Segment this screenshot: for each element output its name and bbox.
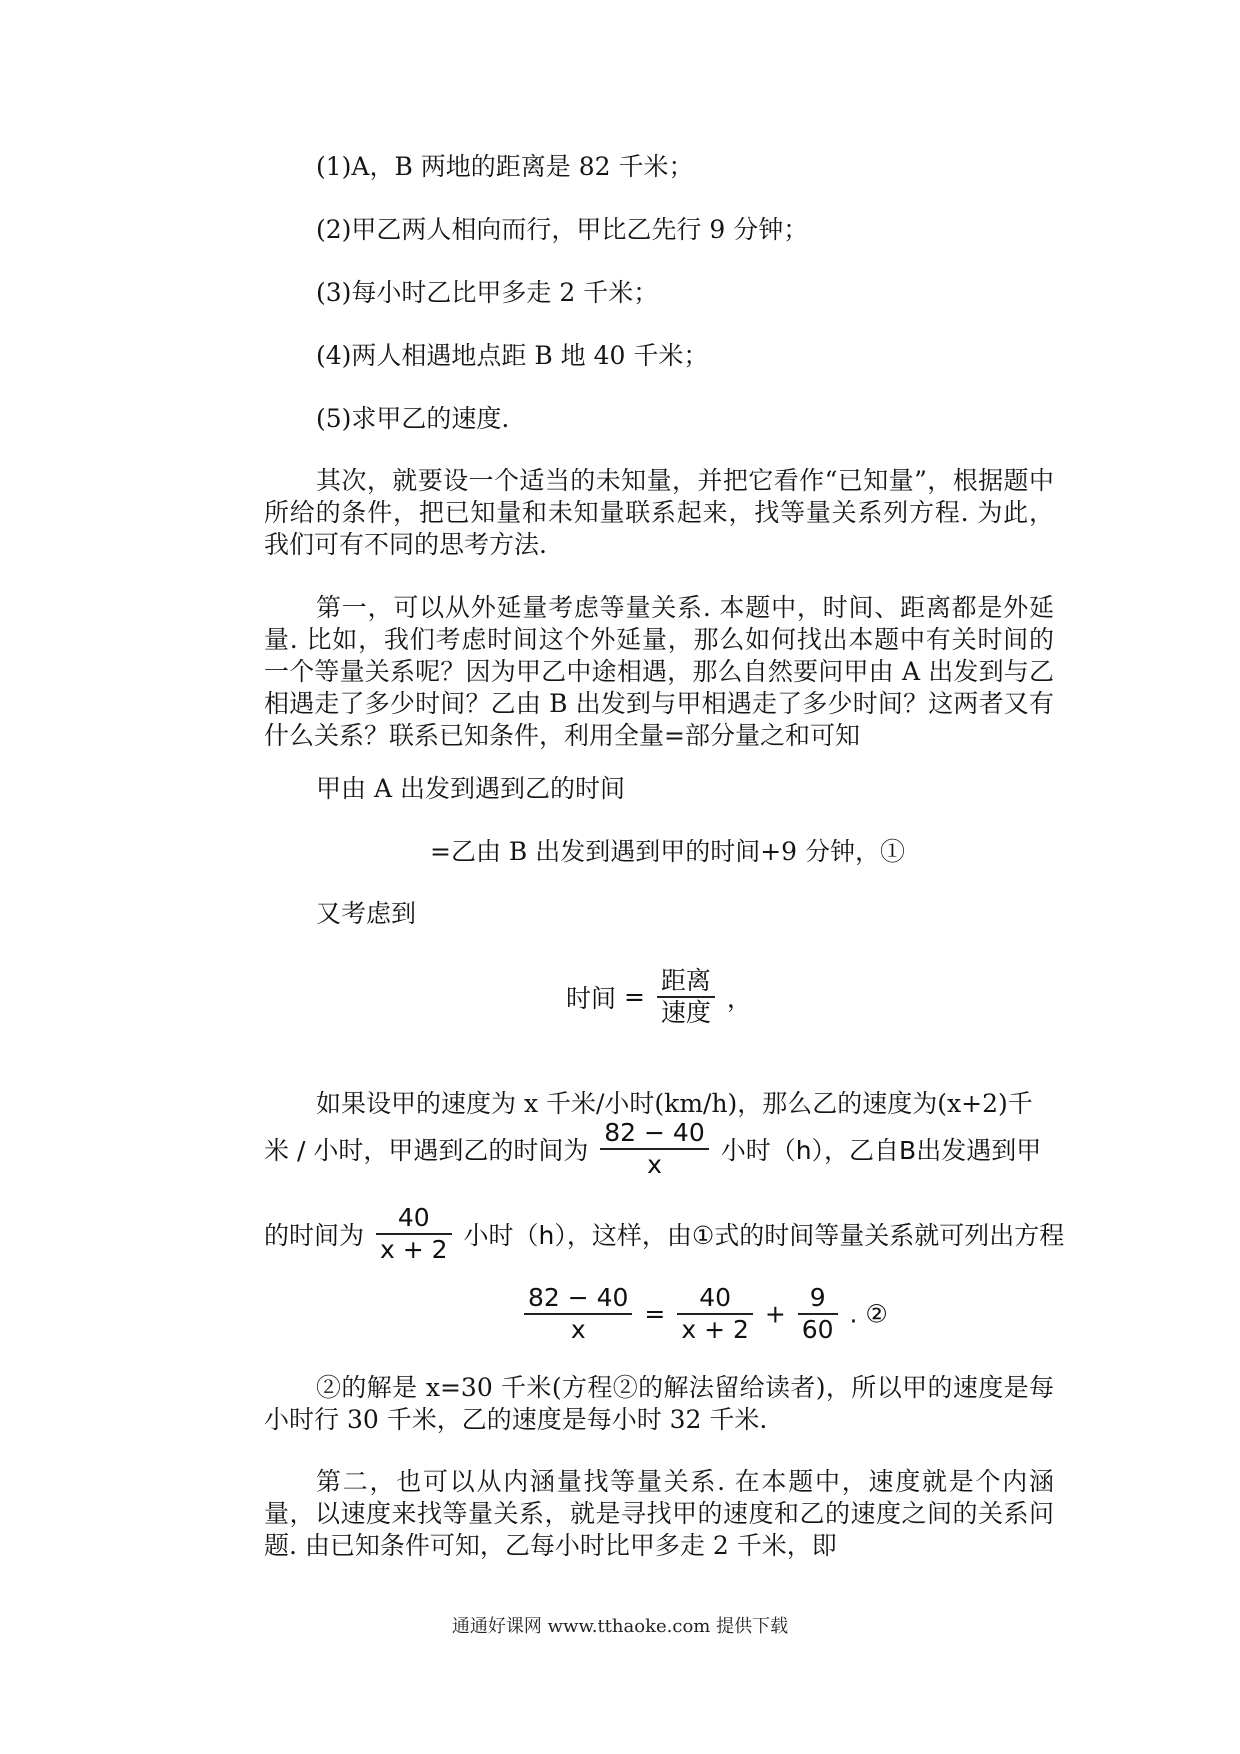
- page-footer: 通通好课网 www.tthaoke.com 提供下载: [451, 1616, 789, 1637]
- paragraph-first-method-text: 第一，可以从外延量考虑等量关系. 本题中，时间、距离都是外延量. 比如，我们考虑时间这个外延量，那么如何找出本题中有关时间的一个等量关系呢？因为甲乙中途相遇，那么自然要问甲由 A 出发到与乙相遇走了多少时间？乙由 B 出发到与甲相遇走了多少时间？这两者又有什么关系？联系已知条件，利用全量=部分量之和可知: [264, 593, 1054, 750]
- condition-2: (2)甲乙两人相向而行，甲比乙先行 9 分钟；: [316, 215, 809, 244]
- setup-fraction-2: [376, 1203, 452, 1265]
- formula-eq: =: [623, 982, 645, 1012]
- eq2-fraction-2-denominator: x + 2: [681, 1315, 749, 1344]
- condition-1: (1)A，B 两地的距离是 82 千米；: [316, 152, 694, 181]
- setup-line-2-start: 米 / 小时，甲遇到乙的时间为: [264, 1136, 589, 1165]
- formula-numerator: 距离: [657, 966, 715, 998]
- eq2-fraction-2: [677, 1283, 753, 1345]
- eq2-fraction-3: [798, 1283, 838, 1345]
- eq2-fraction-1-denominator: x: [570, 1315, 586, 1344]
- setup-fraction-1: [600, 1118, 708, 1180]
- equation-2: [520, 1283, 888, 1345]
- paragraph-first-method: [264, 592, 1054, 752]
- setup-line-1: 如果设甲的速度为 x 千米/小时(km/h)，那么乙的速度为(x+2)千: [316, 1089, 1033, 1118]
- paragraph-second: [264, 465, 1054, 561]
- eq2-fraction-3-numerator: 9: [798, 1283, 838, 1315]
- setup-line-3-end: 小时（h），这样，由①式的时间等量关系就可列出方程: [463, 1221, 1065, 1250]
- formula-denominator: 速度: [660, 998, 711, 1027]
- setup-line-3: [264, 1203, 1064, 1265]
- condition-3: (3)每小时乙比甲多走 2 千米；: [316, 278, 659, 307]
- setup-line-2-end: 小时（h），乙自B出发遇到甲: [720, 1136, 1042, 1165]
- formula-tail: ，: [726, 984, 752, 1013]
- eq2-fraction-1-numerator: 82 − 40: [524, 1283, 632, 1315]
- setup-line-3-start: 的时间为: [264, 1221, 365, 1250]
- eq2-fraction-1: [524, 1283, 632, 1345]
- paragraph-second-text: 其次，就要设一个适当的未知量，并把它看作“已知量”，根据题中所给的条件，把已知量和未知量联系起来，找等量关系列方程. 为此，我们可有不同的思考方法.: [264, 466, 1054, 559]
- setup-fraction-1-denominator: x: [647, 1150, 662, 1179]
- eq2-tail: . ②: [849, 1299, 888, 1329]
- setup-fraction-2-denominator: x + 2: [379, 1235, 448, 1264]
- condition-5: (5)求甲乙的速度.: [316, 404, 510, 433]
- equation-1-line-2: =乙由 B 出发到遇到甲的时间+9 分钟，①: [430, 837, 906, 866]
- condition-4: (4)两人相遇地点距 B 地 40 千米；: [316, 341, 709, 370]
- formula-fraction: [657, 966, 715, 1028]
- eq2-fraction-2-numerator: 40: [677, 1283, 753, 1315]
- setup-fraction-1-numerator: 82 − 40: [600, 1118, 708, 1150]
- time-formula: [566, 966, 752, 1028]
- formula-lhs: 时间: [566, 984, 617, 1013]
- paragraph-second-method: [264, 1466, 1054, 1562]
- paragraph-solution-text: ②的解是 x=30 千米(方程②的解法留给读者)，所以甲的速度是每小时行 30 千米，乙的速度是每小时 32 千米.: [264, 1373, 1054, 1434]
- setup-line-2: [264, 1118, 1041, 1180]
- eq2-plus: +: [764, 1299, 786, 1329]
- paragraph-solution: [264, 1372, 1054, 1436]
- eq2-equals: =: [644, 1299, 666, 1329]
- consider-text: 又考虑到: [316, 899, 417, 928]
- paragraph-second-method-text: 第二，也可以从内涵量找等量关系. 在本题中，速度就是个内涵量，以速度来找等量关系，就是寻找甲的速度和乙的速度之间的关系问题. 由已知条件可知，乙每小时比甲多走 2 千米，即: [264, 1467, 1054, 1560]
- eq2-fraction-3-denominator: 60: [801, 1315, 834, 1344]
- equation-1-line-1: 甲由 A 出发到遇到乙的时间: [316, 774, 625, 803]
- setup-fraction-2-numerator: 40: [376, 1203, 452, 1235]
